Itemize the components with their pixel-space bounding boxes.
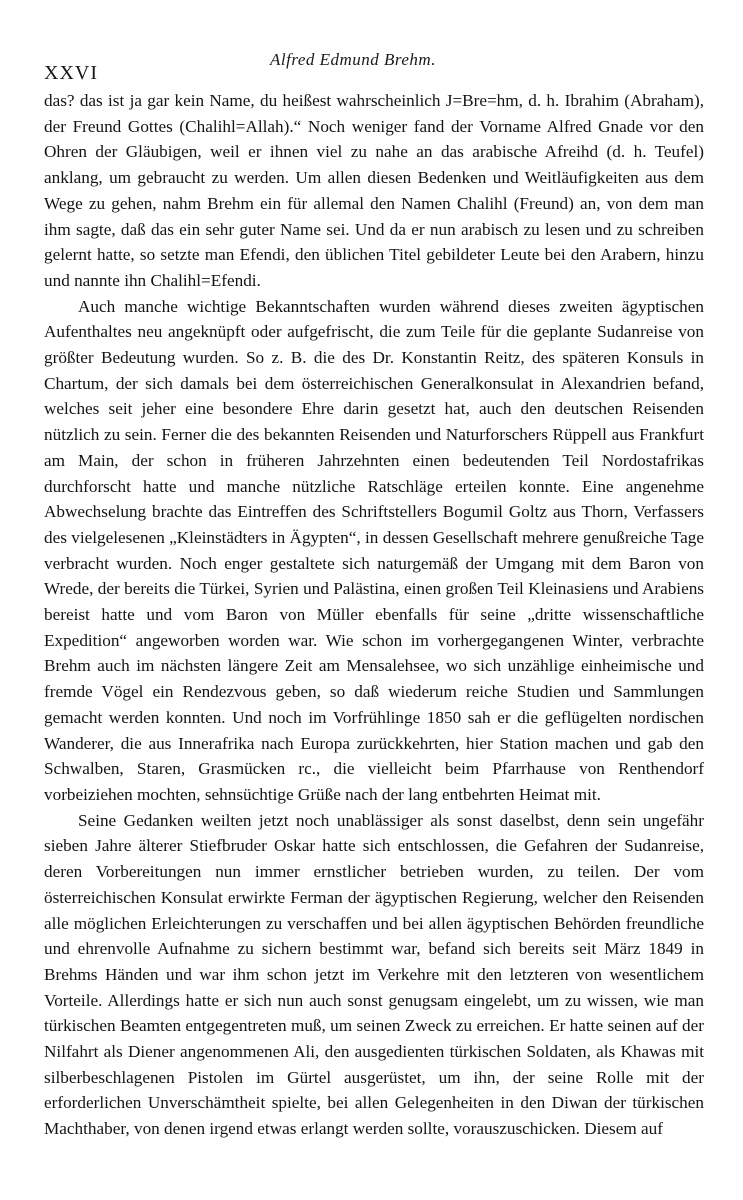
paragraph-3: Seine Gedanken weilten jetzt noch unablässiger als sonst daselbst, denn sein ungefähr sieben Jahre älterer Stiefbruder Oskar hatte sich entschlossen, die Gefahren der Sudanreise, deren Vorbereitungen nun immer ernstlicher betrieben wurden, zu teilen. Der vom österreichischen Konsulat erwirkte Ferman der ägyptischen Regierung, welcher den Reisenden alle möglichen Erleichterungen zu verschaffen und bei allen ägyptischen Behörden freundliche und ehrenvolle Aufnahme zu sichern bestimmt war, befand sich bereits seit März 1849 in Brehms Händen und war ihm schon jetzt im Verkehre mit den letzteren von wesentlichem Vorteile. Allerdings hatte er sich nun auch sonst genugsam eingelebt, um zu wissen, wie man türkischen Beamten entgegentreten muß, um seinen Zweck zu erreichen. Er hatte seinen auf der Nilfahrt als Diener angenommenen Ali, den ausgedienten türkischen Soldaten, als Khawas mit silberbeschlagenen Pistolen im Gürtel ausgerüstet, um ihn, der seine Rolle mit der erforderlichen Unverschämtheit spielte, bei allen Gelegenheiten in den Diwan der türkischen Machthaber, von denen irgend etwas erlangt werden sollte, vorauszuschicken. Diesem auf	[44, 810, 704, 1139]
page-number: XXVI	[44, 62, 98, 84]
paragraph-2: Auch manche wichtige Bekanntschaften wurden während dieses zweiten ägyptischen Aufenthaltes neu angeknüpft oder aufgefrischt, die zum Teile für die geplante Sudanreise von größter Bedeutung wurden. So z. B. die des Dr. Konstantin Reitz, des späteren Konsuls in Chartum, der sich damals bei dem österreichischen Generalkonsulat in Alexandrien befand, welches seit jeher eine besondere Ehre darin gesetzt hat, auch den deutschen Reisenden nützlich zu sein. Ferner die des bekannten Reisenden und Naturforschers Rüppell aus Frankfurt am Main, der schon in früheren Jahrzehnten einen bedeutenden Teil Nordostafrikas durchforscht hatte und manche nützliche Ratschläge erteilen konnte. Eine angenehme Abwechselung brachte das Eintreffen des Schriftstellers Bogumil Goltz aus Thorn, Verfassers des vielgelesenen „Kleinstädters in Ägypten“, in dessen Gesellschaft mehrere genußreiche Tage verbracht wurden. Noch enger gestaltete sich naturgemäß der Umgang mit dem Baron von Wrede, der bereits die Türkei, Syrien und Palästina, einen großen Teil Kleinasiens und Arabiens bereist hatte und vom Baron von Müller ebenfalls für seine „dritte wissenschaftliche Expedition“ angeworben worden war. Wie schon im vorhergegangenen Winter, verbrachte Brehm auch im nächsten längere Zeit am Mensalehsee, wo sich unzählige einheimische und fremde Vögel ein Rendezvous geben, so daß wiederum reiche Studien und Sammlungen gemacht werden konnten. Und noch im Vorfrühlinge 1850 sah er die geflügelten nordischen Wanderer, die aus Innerafrika nach Europa zurückkehrten, hier Station machen und gab den Schwalben, Staren, Grasmücken rc., die vielleicht beim Pfarrhause von Renthendorf vorbeiziehen mochten, sehnsüchtige Grüße nach der lang entbehrten Heimat mit.	[44, 296, 704, 804]
paragraph-1: das? das ist ja gar kein Name, du heißest wahrscheinlich J=Bre=hm, d. h. Ibrahim (Abraham), der Freund Gottes (Chalihl=Allah).“ Noch weniger fand der Vorname Alfred Gnade vor den Ohren der Gläubigen, weil er ihnen viel zu nahe an das arabische Afreihd (d. h. Teufel) anklang, um gebraucht zu werden. Um allen diesen Bedenken und Weitläufigkeiten aus dem Wege zu gehen, nahm Brehm ein für allemal den Namen Chalihl (Freund) an, von dem man ihm sagte, daß das ein sehr guter Name sei. Und da er nun arabisch zu lesen und zu schreiben gelernt hatte, so setzte man Efendi, den üblichen Titel gebildeter Leute bei den Arabern, hinzu und nannte ihn Chalihl=Efendi.	[44, 91, 704, 290]
running-title: Alfred Edmund Brehm.	[270, 50, 436, 69]
body-text	[44, 88, 704, 1142]
